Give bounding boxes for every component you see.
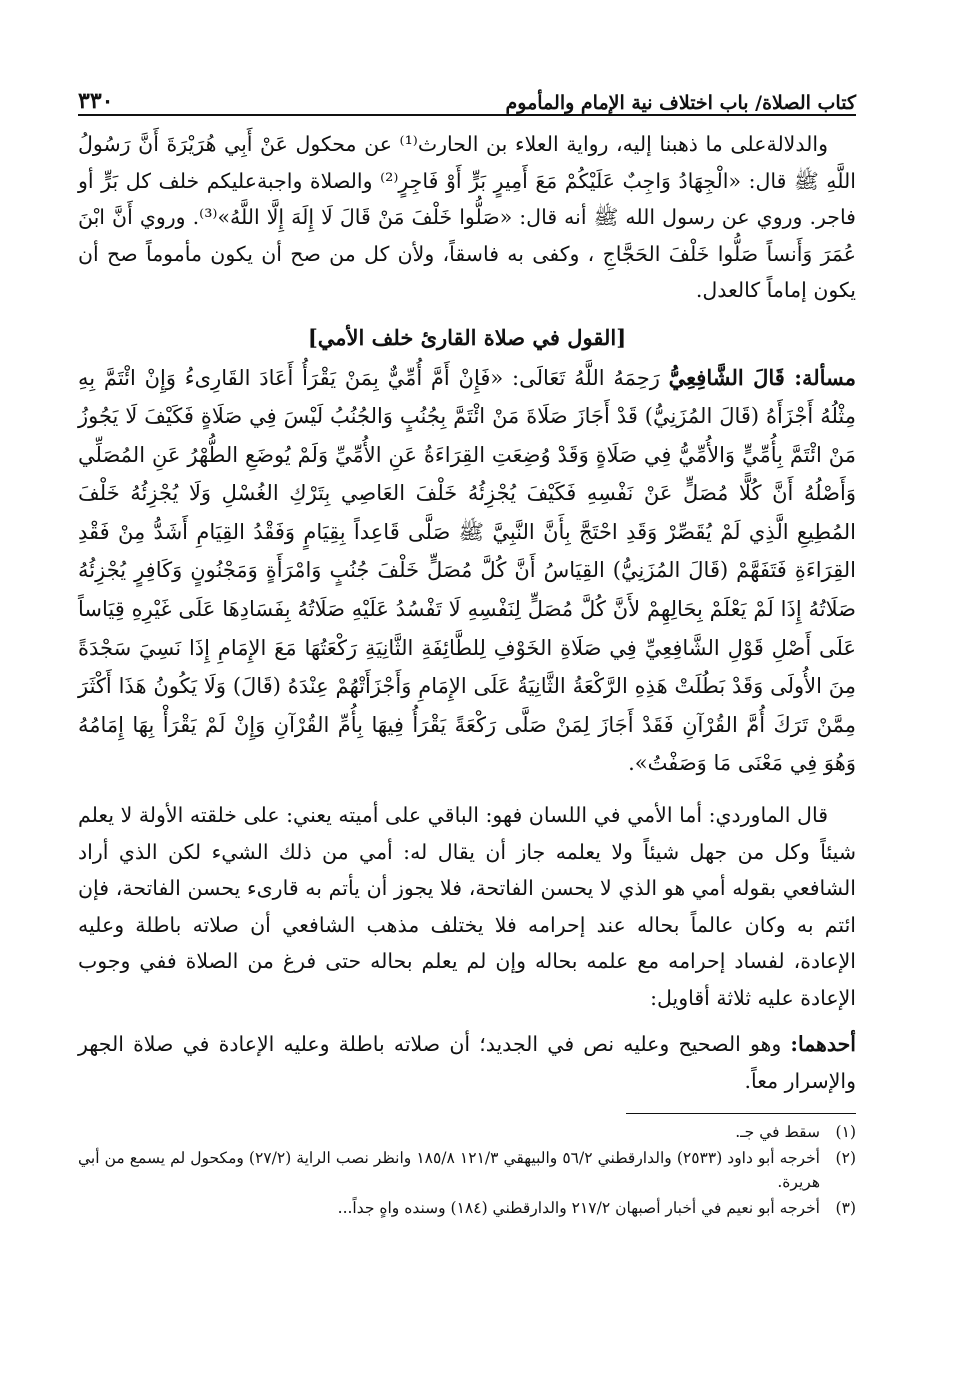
masala-text: رَحِمَهُ اللَّهُ تَعَالَى: «فَإِنْ أَمَّ أُمِّيٌّ بِمَنْ يَقْرَأُ أَعَادَ القَارِىءُ وَإِنْ ائْتَمَّ بِهِ مِثْلُهُ أَجْزَأَهُ (قَالَ المُزَنِيُّ) قَدْ أَجَازَ صَلَاةَ مَنْ ائْتَمَّ بِجُنُبٍ وَالجُنُبُ لَيْسَ فِي صَلَاةٍ فَكَيْفَ لَا يَجُوزُ مَنْ ائْتَمَّ بِأُمِّيٍّ وَالأُمِّيُّ فِي صَلَاةٍ وَقَدْ وُضِعَتِ القِرَاءَةُ عَنِ الأُمِّيِّ وَلَمْ يُوضَعِ الطُّهْرُ عَنِ المُصَلِّي وَأَصْلُهُ أَنَّ كُلًّا مُصَلٍّ عَنْ نَفْسِهِ فَكَيْفَ يُجْزِئُهُ خَلْفَ العَاصِي بِتَرْكِ الغُسْلِ وَلَا يُجْزِئُهُ خَلْفَ المُطِيعِ الَّذِي لَمْ يُقَصِّرْ وَقَدِ احْتَجَّ بِأَنَّ النَّبِيَّ ﷺ صَلَّى قَاعِداً بِقِيَامٍ وَفَقْدُ القِيَامِ أَشَدُّ مِنْ فَقْدِ القِرَاءَةِ فَتَفَهَّمْ (قَالَ المُزَنِيُّ) القِيَاسُ أَنَّ كُلَّ مُصَلٍّ خَلْفَ جُنُبٍ وَامْرَأَةٍ وَمَجْنُونٍ وَكَافِرٍ يُجْزِئُهُ صَلَاتُهُ إِذَا لَمْ يَعْلَمْ بِحَالِهِمْ لأَنَّ كُلَّ مُصَلٍّ لِنَفْسِهِ لَا تَفْسُدُ عَلَيْهِ صَلَاتُهُ بِفَسَادِهَا عَلَى غَيْرِهِ قِيَاساً عَلَى أَصْلِ قَوْلِ الشَّافِعِيِّ فِي صَلَاةِ الخَوْفِ لِلطَّائِفَةِ الثَّانِيَةِ رَكْعَتُهَا مَعَ الإِمَامِ إِذَا نَسِيَ سَجْدَةً مِنَ الأُولَى وَقَدْ بَطُلَتْ هَذِهِ الرَّكْعَةُ الثَّانِيَةُ عَلَى الإِمَامِ وَأَجْزَأَتْهُمْ عِنْدَهُ (قَالَ) وَلَا يَكُونُ هَذَا أَكْثَرَ مِمَّنْ تَرَكَ أُمَّ القُرْآنِ فَقَدْ أَجَازَ لِمَنْ صَلَّى رَكْعَةً يَقْرَأُ فِيهَا بِأُمِّ القُرْآنِ وَإِنْ لَمْ يَقْرَأْ بِهَا إِمَامُهُ وَهُوَ فِي مَعْنَى مَا وَصَفْتُ». <box>78 365 856 776</box>
intro-paragraph: والدلالةعلى ما ذهبنا إليه، رواية العلاء بن الحارث⁽¹⁾ عن محكول عَنْ أَبِي هُرَيْرَةَ أَنَّ رَسُولُ اللَّهِ ﷺ قال: «الْجِهَادُ وَاجِبٌ عَلَيْكُمْ مَعَ أَمِيرٍ بَرٍّ أَوْ فَاجِرٍ⁽²⁾ والصلاة واجبةعليكم خلف كل بَرٍّ أو فاجر. وروي عن رسول الله ﷺ أنه قال: «صَلُّوا خَلْفَ مَنْ قَالَ لَا إِلَهَ إِلَّا اللَّهُ»⁽³⁾. وروي أَنَّ ابْنَ عُمَرَ وَأَنساً صَلُّوا خَلْفَ الحَجَّاجِ ، وكفى به فاسقاً، ولأن كل من صح أن يكون مأموماً صح أن يكون إماماً كالعدل. <box>78 132 856 302</box>
chapter-title: كتاب الصلاة/ باب اختلاف نية الإمام والمأموم <box>505 92 856 114</box>
page-number: ٣٣٠ <box>78 88 114 114</box>
footnote-number: (٢) <box>835 1149 856 1168</box>
footnote-text: أخرجه أبو نعيم في أخبار أصبهان ٢١٧/٢ والدارقطني (١٨٤) وسنده واهٍ جداً... <box>337 1199 820 1218</box>
running-header <box>78 84 856 116</box>
footnote <box>78 1146 856 1194</box>
footnote <box>78 1120 856 1144</box>
masala-label: مسألة: قَالَ الشَّافِعِيُّ <box>668 364 856 390</box>
footnote-text: سقط في جـ. <box>735 1123 820 1142</box>
footnote-text: أخرجه أبو داود (٢٥٣٣) والدارقطني ٥٦/٢ والبيهقي ١٢١/٣ ١٨٥/٨ وانظر نصب الراية (٢٧/٢) ومكحول لم يسمع من أبي هريرة. <box>78 1149 820 1192</box>
footnote-separator <box>626 1113 856 1114</box>
mawardi-paragraph: قال الماوردي: أما الأمي في اللسان فهو: الباقي على أميته يعني: على خلقته الأولة لا يعلم شيئاً وكل من جهل شيئاً ولا يعلمه جاز أن يقال له: أمي من ذلك الشيء لكن الذي أراد الشافعي بقوله أمي هو الذي لا يحسن الفاتحة، فلا يجوز أن يأتم به قارىء يحسن الفاتحة، فإن ائتم به وكان عالماً بحاله عند إحرامه فلا يختلف مذهب الشافعي أن صلاته باطلة وعليه الإعادة، لفساد إحرامه مع علمه بحاله وإن لم يعلم بحاله حتى فرغ من الصلاة ففي وجوب الإعادة عليه ثلاثة أقاويل: <box>78 803 856 1010</box>
first-opinion-paragraph <box>78 1026 856 1099</box>
book-page <box>78 84 856 1354</box>
masala-paragraph <box>78 359 856 784</box>
footnote <box>78 1196 856 1220</box>
first-opinion-text: وهو الصحيح وعليه نص في الجديد؛ أن صلاته باطلة وعليه الإعادة في صلاة الجهر والإسرار معاً. <box>78 1032 856 1093</box>
footnote-number: (٣) <box>835 1199 856 1218</box>
first-opinion-label: أحدهما: <box>790 1032 856 1057</box>
section-heading: [القول في صلاة القارئ خلف الأمي] <box>307 324 627 350</box>
footnotes <box>78 1120 856 1220</box>
footnote-number: (١) <box>835 1123 856 1142</box>
